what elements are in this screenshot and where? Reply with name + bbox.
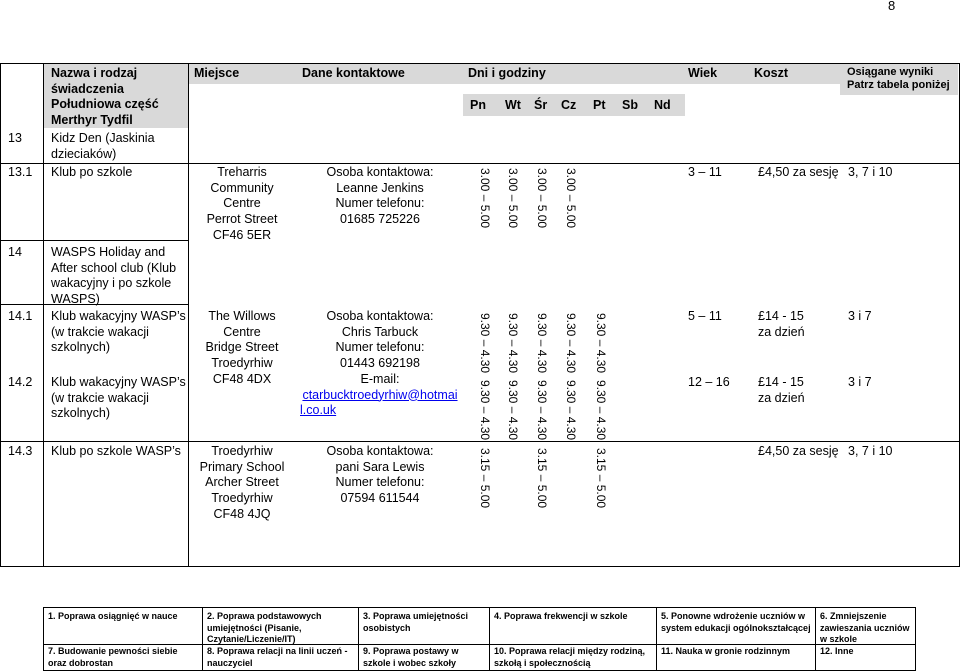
contact-line: 07594 611544 bbox=[340, 491, 420, 506]
place-line: Treharris bbox=[217, 165, 267, 179]
header-region: Południowa część Merthyr Tydfil bbox=[51, 97, 159, 127]
row-14-2-age: 12 – 16 bbox=[688, 375, 730, 389]
header-name: Nazwa i rodzaj świadczenia bbox=[51, 66, 138, 96]
day-nd: Nd bbox=[654, 98, 671, 112]
place-line: Troedyrhiw bbox=[211, 356, 273, 371]
contact-line: 01685 725226 bbox=[340, 212, 420, 227]
row-14-3-results: 3, 7 i 10 bbox=[848, 444, 893, 458]
legend-item-4: 4. Poprawa frekwencji w szkole bbox=[494, 611, 628, 621]
row-14-3-hours-pt: 3.15 – 5.00 bbox=[594, 448, 608, 509]
legend-item-3: 3. Poprawa umiejętności osobistych bbox=[363, 611, 469, 633]
place-line: Community bbox=[210, 180, 274, 195]
row-14-3-num: 14.3 bbox=[8, 444, 33, 458]
row-13-name: Kidz Den (Jaskinia dzieciaków) bbox=[51, 131, 155, 161]
legend-item-11: 11. Nauka w gronie rodzinnym bbox=[661, 646, 791, 656]
row-14-2-cost: £14 - 15 za dzień bbox=[758, 375, 805, 405]
row-14-3-hours-sr: 3.15 – 5.00 bbox=[535, 448, 549, 509]
place-line: Centre bbox=[223, 324, 261, 339]
row-13-1-hours-sr: 3.00 – 5.00 bbox=[535, 168, 549, 229]
legend-item-7: 7. Budowanie pewności siebie oraz dobrostan bbox=[48, 646, 178, 668]
legend-item-10: 10. Poprawa relacji między rodziną, szkołą i społecznością bbox=[494, 646, 646, 668]
contact-line: 01443 692198 bbox=[340, 356, 420, 371]
legend-item-12: 12. Inne bbox=[820, 646, 854, 656]
email-link[interactable]: ctarbucktroedyrhiw@hotmai bbox=[302, 387, 458, 402]
contact-line: Numer telefonu: bbox=[335, 196, 425, 211]
legend-item-1: 1. Poprawa osiągnięć w nauce bbox=[48, 611, 178, 621]
place-line: The Willows bbox=[208, 309, 276, 323]
place-line: Bridge Street bbox=[205, 340, 279, 355]
row-14-1-results: 3 i 7 bbox=[848, 309, 872, 323]
legend-item-9: 9. Poprawa postawy w szkole i wobec szkoły bbox=[363, 646, 459, 668]
row-13-num: 13 bbox=[8, 131, 22, 145]
row-14-1-age: 5 – 11 bbox=[688, 309, 722, 323]
header-wyniki: Osiągane wyniki bbox=[847, 66, 934, 78]
row-14-1-hours-pt: 9.30 – 4.30 bbox=[594, 313, 608, 374]
contact-line: Osoba kontaktowa: bbox=[326, 444, 434, 458]
row-14-2-name: Klub wakacyjny WASP’s (w trakcie wakacji szkolnych) bbox=[51, 375, 186, 421]
row-13-1-name: Klub po szkole bbox=[51, 165, 133, 179]
header-kontakt: Dane kontaktowe bbox=[302, 66, 405, 80]
row-14-3-hours-pn: 3.15 – 5.00 bbox=[478, 448, 492, 509]
row-14-name: WASPS Holiday and After school club (Klub wakacyjny i po szkole WASPS) bbox=[51, 245, 177, 307]
row-13-1-results: 3, 7 i 10 bbox=[848, 165, 893, 179]
row-14-1-num: 14.1 bbox=[8, 309, 33, 323]
page-number: 8 bbox=[888, 0, 896, 13]
row-13-1-hours-cz: 3.00 – 5.00 bbox=[564, 168, 578, 229]
day-pt: Pt bbox=[593, 98, 606, 112]
contact-line: E-mail: bbox=[360, 371, 400, 386]
header-wiek: Wiek bbox=[688, 66, 718, 80]
day-wt: Wt bbox=[505, 98, 521, 112]
contact-line: pani Sara Lewis bbox=[335, 459, 425, 474]
legend-item-8: 8. Poprawa relacji na linii uczeń - nauczyciel bbox=[207, 646, 348, 668]
header-wyniki-sub: Patrz tabela poniżej bbox=[847, 79, 950, 91]
row-14-2-hours-pn: 9.30 – 4.30 bbox=[478, 380, 492, 441]
row-14-1-hours-cz: 9.30 – 4.30 bbox=[564, 313, 578, 374]
email-link[interactable]: l.co.uk bbox=[300, 403, 337, 418]
row-14-3-cost: £4,50 za sesję bbox=[758, 444, 839, 458]
row-13-1-hours-wt: 3.00 – 5.00 bbox=[506, 168, 520, 229]
contact-line: Chris Tarbuck bbox=[341, 324, 419, 339]
row-14-3-name: Klub po szkole WASP’s bbox=[51, 444, 181, 458]
legend-item-6: 6. Zmniejszenie zawieszania uczniów w szkole bbox=[820, 611, 910, 644]
row-14-num: 14 bbox=[8, 245, 22, 259]
place-line: Troedyrhiw bbox=[211, 491, 273, 506]
place-line: Troedyrhiw bbox=[211, 444, 273, 458]
place-line: Primary School bbox=[199, 459, 285, 474]
header-koszt: Koszt bbox=[754, 66, 789, 80]
row-14-1-hours-pn: 9.30 – 4.30 bbox=[478, 313, 492, 374]
row-14-1-name: Klub wakacyjny WASP’s (w trakcie wakacji szkolnych) bbox=[51, 309, 186, 355]
contact-line: Osoba kontaktowa: bbox=[326, 165, 434, 179]
row-14-1-hours-wt: 9.30 – 4.30 bbox=[506, 313, 520, 374]
row-14-1-hours-sr: 9.30 – 4.30 bbox=[535, 313, 549, 374]
place-line: CF48 4DX bbox=[212, 371, 272, 386]
day-sr: Śr bbox=[534, 98, 548, 112]
row-13-1-hours-pn: 3.00 – 5.00 bbox=[478, 168, 492, 229]
day-sb: Sb bbox=[622, 98, 638, 112]
row-14-2-hours-cz: 9.30 – 4.30 bbox=[564, 380, 578, 441]
row-14-2-results: 3 i 7 bbox=[848, 375, 872, 389]
row-13-1-num: 13.1 bbox=[8, 165, 33, 179]
place-line: Perrot Street bbox=[206, 212, 278, 227]
contact-line: Numer telefonu: bbox=[335, 340, 425, 355]
row-14-2-hours-wt: 9.30 – 4.30 bbox=[506, 380, 520, 441]
header-dni: Dni i godziny bbox=[468, 66, 546, 80]
row-14-2-hours-pt: 9.30 – 4.30 bbox=[594, 380, 608, 441]
legend-item-2: 2. Poprawa podstawowych umiejętności (Pisanie, Czytanie/Liczenie/IT) bbox=[207, 611, 322, 644]
row-14-2-num: 14.2 bbox=[8, 375, 33, 389]
header-miejsce: Miejsce bbox=[194, 66, 240, 80]
place-line: CF46 5ER bbox=[212, 227, 272, 242]
place-line: Centre bbox=[223, 196, 261, 211]
day-pn: Pn bbox=[470, 98, 486, 112]
row-14-1-cost: £14 - 15 za dzień bbox=[758, 309, 805, 339]
place-line: CF48 4JQ bbox=[213, 506, 271, 521]
row-14-2-hours-sr: 9.30 – 4.30 bbox=[535, 380, 549, 441]
contact-line: Numer telefonu: bbox=[335, 475, 425, 490]
legend-item-5: 5. Ponowne wdrożenie uczniów w system edukacji ogólnokształcącej bbox=[661, 611, 811, 633]
day-cz: Cz bbox=[561, 98, 577, 112]
contact-line: Osoba kontaktowa: bbox=[326, 309, 434, 323]
contact-line: Leanne Jenkins bbox=[336, 180, 424, 195]
row-13-1-cost: £4,50 za sesję bbox=[758, 165, 839, 179]
row-13-1-age: 3 – 11 bbox=[688, 165, 722, 179]
place-line: Archer Street bbox=[205, 475, 279, 490]
